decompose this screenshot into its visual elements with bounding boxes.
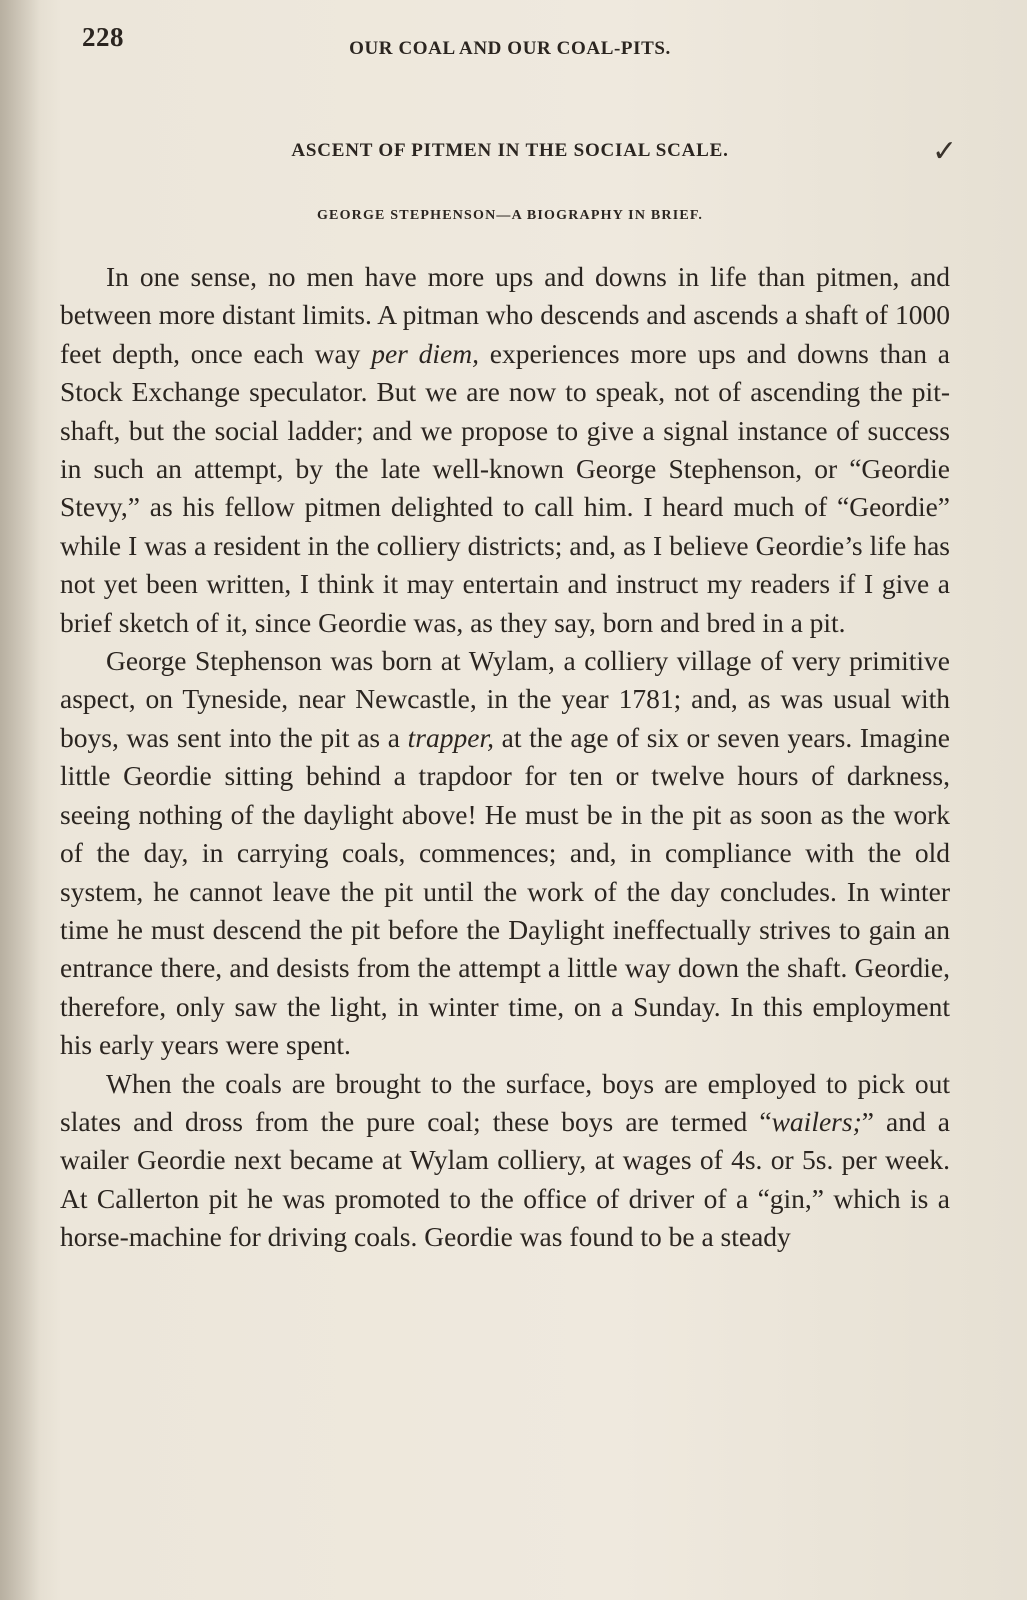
page-number: 228 xyxy=(82,22,124,52)
italic-phrase: trapper, xyxy=(407,721,494,753)
section-title: ASCENT OF PITMEN IN THE SOCIAL SCALE. xyxy=(291,140,729,161)
paragraph-3 xyxy=(60,1065,950,1257)
paragraph-2 xyxy=(60,642,950,1064)
paragraph-text: ” and a wailer Geordie next became at Wylam colliery, at wages of 4s. or 5s. per week. At Callerton pit he was promoted to the office of driver of a “gin,” which is a horse-machine for driving coals. Geordie was found to be a steady xyxy=(60,1105,950,1253)
paragraph-text: In one sense, no men have more ups and downs in life than pitmen, and between more distant limits. A pitman who descends and ascends a shaft of 1000 feet depth, once each way xyxy=(60,261,950,369)
section-subtitle: GEORGE STEPHENSON—A BIOGRAPHY IN BRIEF. xyxy=(316,208,704,223)
italic-phrase: per diem, xyxy=(371,337,479,369)
paragraph-1 xyxy=(60,258,950,642)
gutter-shadow xyxy=(0,0,40,1600)
paragraph-text: at the age of six or seven years. Imagine little Geordie sitting behind a trapdoor for ten or twelve hours of darkness, seeing nothing of the daylight above! He must be in the pit as soon as the work of the day, in carrying coals, commences; and, in compliance with the old system, he cannot leave the pit until the work of the day concludes. In winter time he must descend the pit before the Daylight ineffectually strives to gain an entrance there, and desists from the attempt a little way down the shaft. Geordie, therefore, only saw the light, in winter time, on a Sunday. In this employment his early years were spent. xyxy=(60,721,950,1061)
paragraph-text: experiences more ups and downs than a Stock Exchange speculator. But we are now to speak, not of ascending the pit-shaft, but the social ladder; and we propose to give a signal instance of success in such an attempt, by the late well-known George Stephenson, or “Geordie Stevy,” as his fellow pitmen delighted to call him. I heard much of “Geordie” while I was a resident in the colliery districts; and, as I believe Geordie’s life has not yet been written, I think it may entertain and instruct my readers if I give a brief sketch of it, since Geordie was, as they say, born and bred in a pit. xyxy=(60,337,950,638)
handwritten-check-mark: ✓ xyxy=(932,135,958,168)
paragraph-text: When the coals are brought to the surface, boys are employed to pick out slates and dross from the pure coal; these boys are termed “ xyxy=(60,1067,950,1137)
paragraph-text: George Stephenson was born at Wylam, a colliery village of very primitive aspect, on Tyneside, near Newcastle, in the year 1781; and, as was usual with boys, was sent into the pit as a xyxy=(60,645,950,753)
running-head: OUR COAL AND OUR COAL-PITS. xyxy=(349,38,671,59)
italic-phrase: wailers; xyxy=(771,1105,862,1137)
body-text xyxy=(60,258,950,1257)
